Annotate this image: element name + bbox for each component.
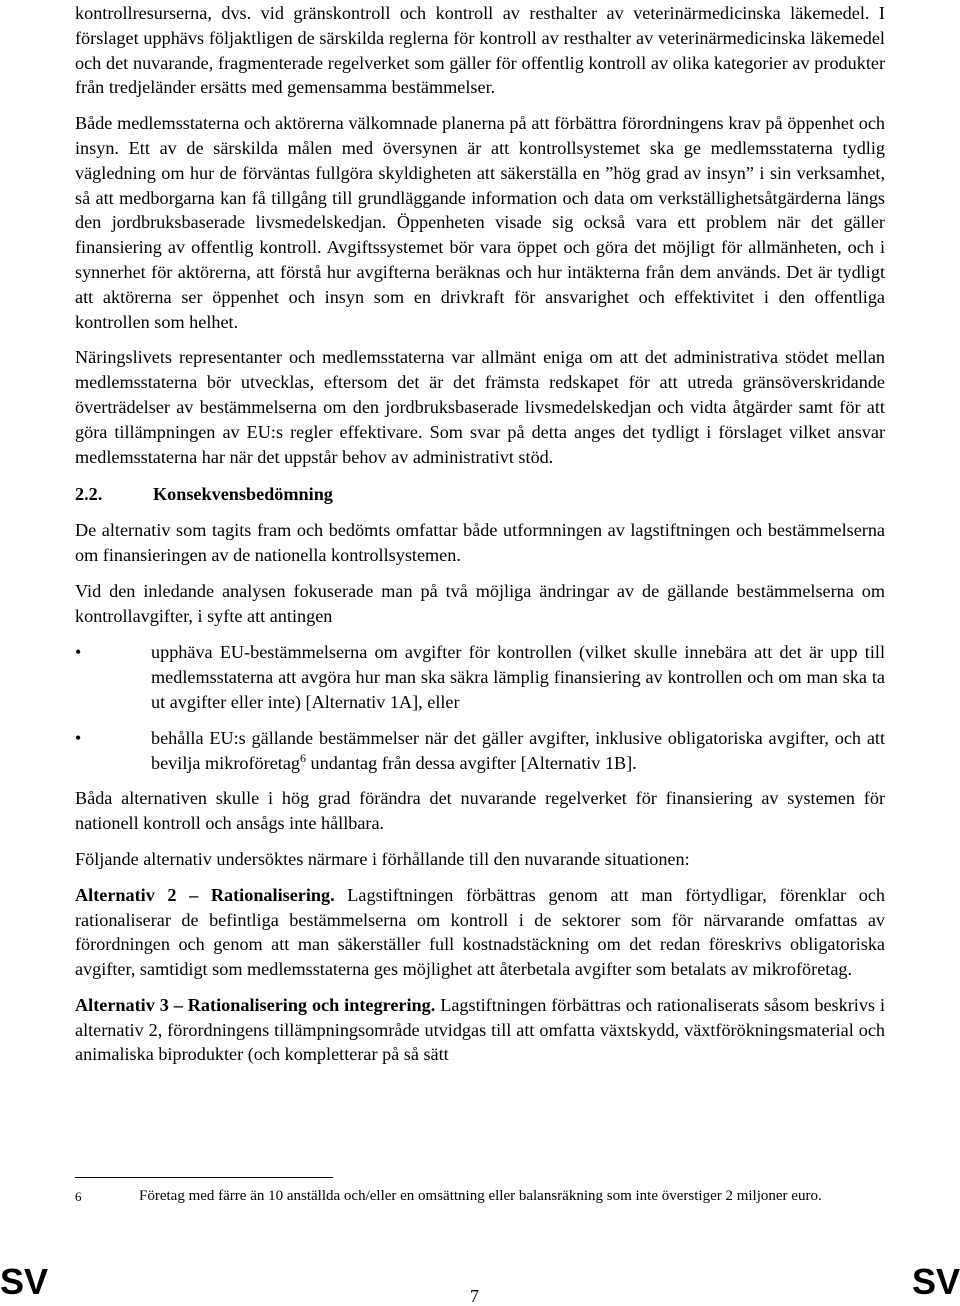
paragraph: Båda alternativen skulle i hög grad förändra det nuvarande regelverket för finansiering av systemen för nationell kontroll och ansågs inte hållbara. — [75, 788, 885, 834]
footnote — [75, 1187, 885, 1207]
section-title: Konsekvensbedömning — [153, 484, 333, 505]
footnote-number: 6 — [75, 1189, 82, 1204]
paragraph-text: Lagstiftningen förbättras genom att man förtydligar, förenklar och rationaliserar de befintliga bestämmelserna om kontroll i de sektorer som för närvarande omfattas av förordningen och genom att man säkerställer full kostnadstäckning om det redan föreskrivs obligatoriska avgifter, samtidigt som medlemsstaterna ges möjlighet att återbetala avgifter som betalats av mikroföretag. — [75, 884, 885, 980]
list-item — [75, 726, 885, 776]
page-number: 7 — [470, 1286, 479, 1306]
paragraph — [75, 993, 885, 1067]
paragraph: Vid den inledande analysen fokuserade man på två möjliga ändringar av de gällande bestämmelserna om kontrollavgifter, i syfte att antingen — [75, 580, 885, 626]
alternative-label: Alternativ 2 – Rationalisering. — [75, 884, 335, 905]
list-item-text: upphäva EU-bestämmelserna om avgifter för kontrollen (vilket skulle innebära att det är upp till medlemsstaterna att avgöra hur man ska säkra lämplig finansiering av kontrollen och om man ska ta ut avgifter eller inte) [Alternativ 1A], eller — [151, 642, 885, 712]
document-body — [75, 0, 885, 1067]
section-heading — [75, 482, 885, 507]
language-code-left: SV — [0, 1261, 49, 1302]
footnote-text: Företag med färre än 10 anställda och/eller en omsättning eller balansräkning som inte överstiger 2 miljoner euro. — [139, 1188, 822, 1204]
bullet-icon: • — [75, 642, 82, 663]
paragraph-text: Lagstiftningen förbättras och rationaliserats såsom beskrivs i alternativ 2, förordningens tillämpningsområde utvidgas till att omfatta växtskydd, växtförökningsmaterial och animaliska biprodukter (och kompletterar på så sätt — [75, 994, 886, 1065]
paragraph: Följande alternativ undersöktes närmare i förhållande till den nuvarande situationen: — [75, 848, 690, 869]
paragraph: Både medlemsstaterna och aktörerna välkomnade planerna på att förbättra förordningens krav på öppenhet och insyn. Ett av de särskilda målen med översynen är att kontrollsystemet ska ge medlemsstaterna tydlig vägledning om hur de förväntas fullgöra skyldigheten att säkerställa en ”hög grad av insyn” i sin verksamhet, så att medborgarna kan få tillgång till grundläggande information och data om verkställighetsåtgärderna längs den jordbruksbaserade livsmedelskedjan. Öppenheten visade sig också vara ett problem när det gäller finansiering av offentlig kontroll. Avgiftssystemet bör vara öppet och göra det möjligt för allmänheten, och i synnerhet för aktörerna, att förstå hur avgifterna beräknas och hur intäkterna från dem används. Det är tydligt att aktörerna ser öppenhet och insyn som en drivkraft för ansvarighet och effektivitet i den offentliga kontrollen som helhet. — [75, 113, 885, 332]
list-item — [75, 640, 885, 714]
paragraph — [75, 883, 885, 982]
list-item-text: undantag från dessa avgifter [Alternativ 1B]. — [305, 752, 637, 773]
section-number: 2.2. — [75, 484, 103, 505]
list-item-text: behålla EU:s gällande bestämmelser när det gäller avgifter, inklusive obligatoriska avgifter, och att bevilja mikroföretag — [151, 727, 885, 773]
paragraph: De alternativ som tagits fram och bedömts omfattar både utformningen av lagstiftningen och bestämmelserna om finansieringen av de nationella kontrollsystemen. — [75, 520, 885, 565]
alternative-label: Alternativ 3 – Rationalisering och integrering. — [75, 994, 436, 1015]
footnote-reference[interactable]: 6 — [299, 750, 306, 765]
paragraph: Näringslivets representanter och medlemsstaterna var allmänt eniga om att det administrativa stödet mellan medlemsstaterna bör utvecklas, eftersom det är det främsta redskapet för att utreda gränsöverskridande överträdelser av bestämmelserna om den jordbruksbaserade livsmedelskedjan och vidta åtgärder samt för att göra tillämpningen av EU:s regler effektivare. Som svar på detta anges det tydligt i förslaget vilket ansvar medlemsstaterna har när det uppstår behov av administrativt stöd. — [75, 347, 885, 467]
bullet-icon: • — [75, 727, 82, 748]
bullet-list — [75, 640, 885, 775]
footnote-separator — [75, 1177, 333, 1178]
language-code-right: SV — [911, 1261, 960, 1302]
paragraph: kontrollresurserna, dvs. vid gränskontroll och kontroll av resthalter av veterinärmedicinska läkemedel. I förslaget upphävs följaktligen de särskilda reglerna för kontroll av resthalter av veterinärmedicinska läkemedel och det nuvarande, fragmenterade regelverket som gäller för offentlig kontroll av olika kategorier av produkter från tredjeländer ersätts med gemensamma bestämmelser. — [75, 3, 885, 98]
